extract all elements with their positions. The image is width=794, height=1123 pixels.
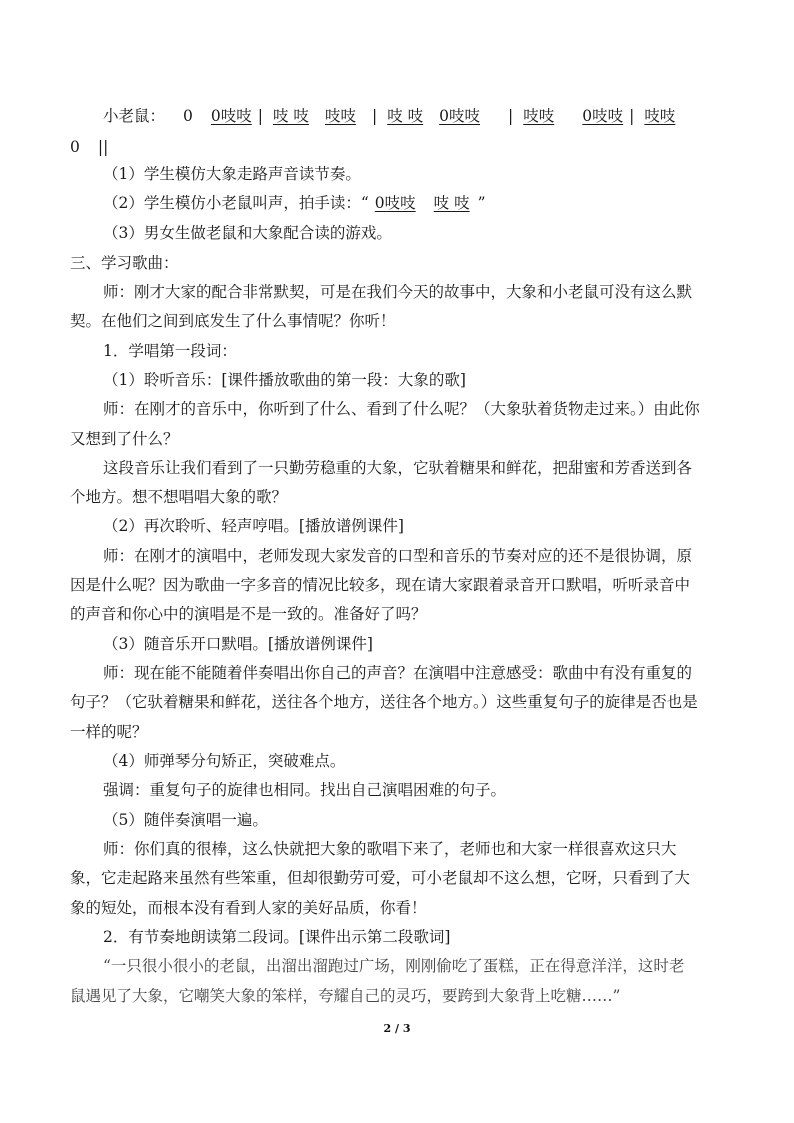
- paragraph-line: 师：你们真的很棒，这么快就把大象的歌唱下来了，老师也和大家一样很喜欢这只大: [103, 840, 677, 858]
- bar-line: |: [629, 107, 635, 125]
- paragraph-line: （1）聆听音乐：[课件播放歌曲的第一段：大象的歌]: [103, 371, 466, 389]
- paragraph-line: （2）再次聆听、轻声哼唱。[播放谱例课件]: [103, 517, 404, 535]
- rhythm-cell: 吱 吱: [387, 107, 424, 125]
- rhythm-label: 小老鼠：: [103, 107, 166, 125]
- page-number: 2 / 3: [383, 1022, 411, 1035]
- paragraph-line: 强调：重复句子的旋律也相同。找出自己演唱困难的句子。: [103, 781, 507, 799]
- paragraph-line: 契。在他们之间到底发生了什么事情呢？你听！: [70, 312, 396, 330]
- paragraph-line: 的声音和你心中的演唱是不是一致的。准备好了吗？: [70, 605, 427, 623]
- rhythm-cell: 吱 吱: [273, 107, 309, 125]
- paragraph-line: 师：在刚才的演唱中，老师发现大家发音的口型和音乐的节奏对应的还不是很协调，原: [103, 547, 693, 565]
- rhythm-cell: 0吱吱: [582, 107, 624, 125]
- paragraph-line: 个地方。想不想唱唱大象的歌？: [70, 488, 288, 506]
- section-heading: 三、学习歌曲：: [70, 254, 179, 272]
- paragraph-line: 因是什么呢？因为歌曲一字多音的情况比较多，现在请大家跟着录音开口默唱，听听录音中: [70, 576, 691, 594]
- paragraph-line: 象的短处，而根本没有看到人家的美好品质，你看！: [70, 899, 427, 917]
- paragraph-line: 师：刚才大家的配合非常默契，可是在我们今天的故事中，大象和小老鼠可没有这么默: [103, 283, 693, 301]
- rhythm-cell: 0吱吱: [210, 107, 252, 125]
- paragraph-line: （3）随音乐开口默唱。[播放谱例课件]: [103, 635, 373, 653]
- paragraph-line: 一样的呢？: [70, 723, 148, 741]
- paragraph-line: （5）随伴奏演唱一遍。: [103, 811, 268, 829]
- rhythm-cell: 吱吱: [644, 107, 676, 125]
- rhythm-cell: 0吱吱: [374, 194, 416, 212]
- subheading: 1．学唱第一段词：: [103, 342, 237, 360]
- bar-line: |: [371, 107, 378, 125]
- step-2: （2）学生模仿小老鼠叫声，拍手读：“ 0吱吱 吱 吱 ”: [103, 194, 486, 212]
- paragraph-line: 师：现在能不能随着伴奏唱出你自己的声音？在演唱中注意感受：歌曲中有没有重复的: [103, 664, 693, 682]
- paragraph-line: 又想到了什么？: [70, 430, 179, 448]
- subheading: 2．有节奏地朗读第二段词。[课件出示第二段歌词]: [103, 928, 451, 946]
- lyrics-quote: “一只很小很小的老鼠，出溜出溜跑过广场，刚刚偷吃了蛋糕，正在得意洋洋，这时老: [103, 957, 685, 975]
- rhythm-cell: 吱吱: [324, 107, 356, 125]
- rhythm-cell: 0: [183, 107, 193, 125]
- lyrics-quote: 鼠遇见了大象，它嘲笑大象的笨样，夸耀自己的灵巧，要跨到大象背上吃糖……”: [70, 987, 621, 1005]
- step-3: （3）男女生做老鼠和大象配合读的游戏。: [103, 224, 392, 242]
- paragraph-line: 师：在刚才的音乐中，你听到了什么、看到了什么呢？（大象驮着货物走过来。）由此你: [103, 400, 700, 418]
- paragraph-line: 象，它走起路来虽然有些笨重，但却很勤劳可爱，可小老鼠却不这么想，它呀，只看到了大: [70, 869, 691, 887]
- rhythm-line-continued: [70, 137, 108, 157]
- step-1: （1）学生模仿大象走路声音读节奏。: [103, 165, 361, 183]
- rhythm-cell: 0吱吱: [439, 107, 480, 125]
- paragraph-line: 这段音乐让我们看到了一只勤劳稳重的大象，它驮着糖果和鲜花，把甜蜜和芳香送到各: [103, 459, 693, 477]
- paragraph-line: 句子？（它驮着糖果和鲜花，送往各个地方，送往各个地方。）这些重复句子的旋律是否也是: [70, 693, 698, 711]
- paragraph-line: （4）师弹琴分句矫正，突破难点。: [103, 752, 346, 770]
- rhythm-cell: 吱 吱: [433, 194, 470, 212]
- bar-line: |: [508, 107, 514, 125]
- rhythm-cell: 吱吱: [523, 107, 555, 125]
- rhythm-line: [103, 106, 675, 126]
- bar-line: |: [257, 107, 263, 125]
- end-bar: ||: [97, 138, 109, 156]
- rhythm-cell: 0: [70, 138, 80, 156]
